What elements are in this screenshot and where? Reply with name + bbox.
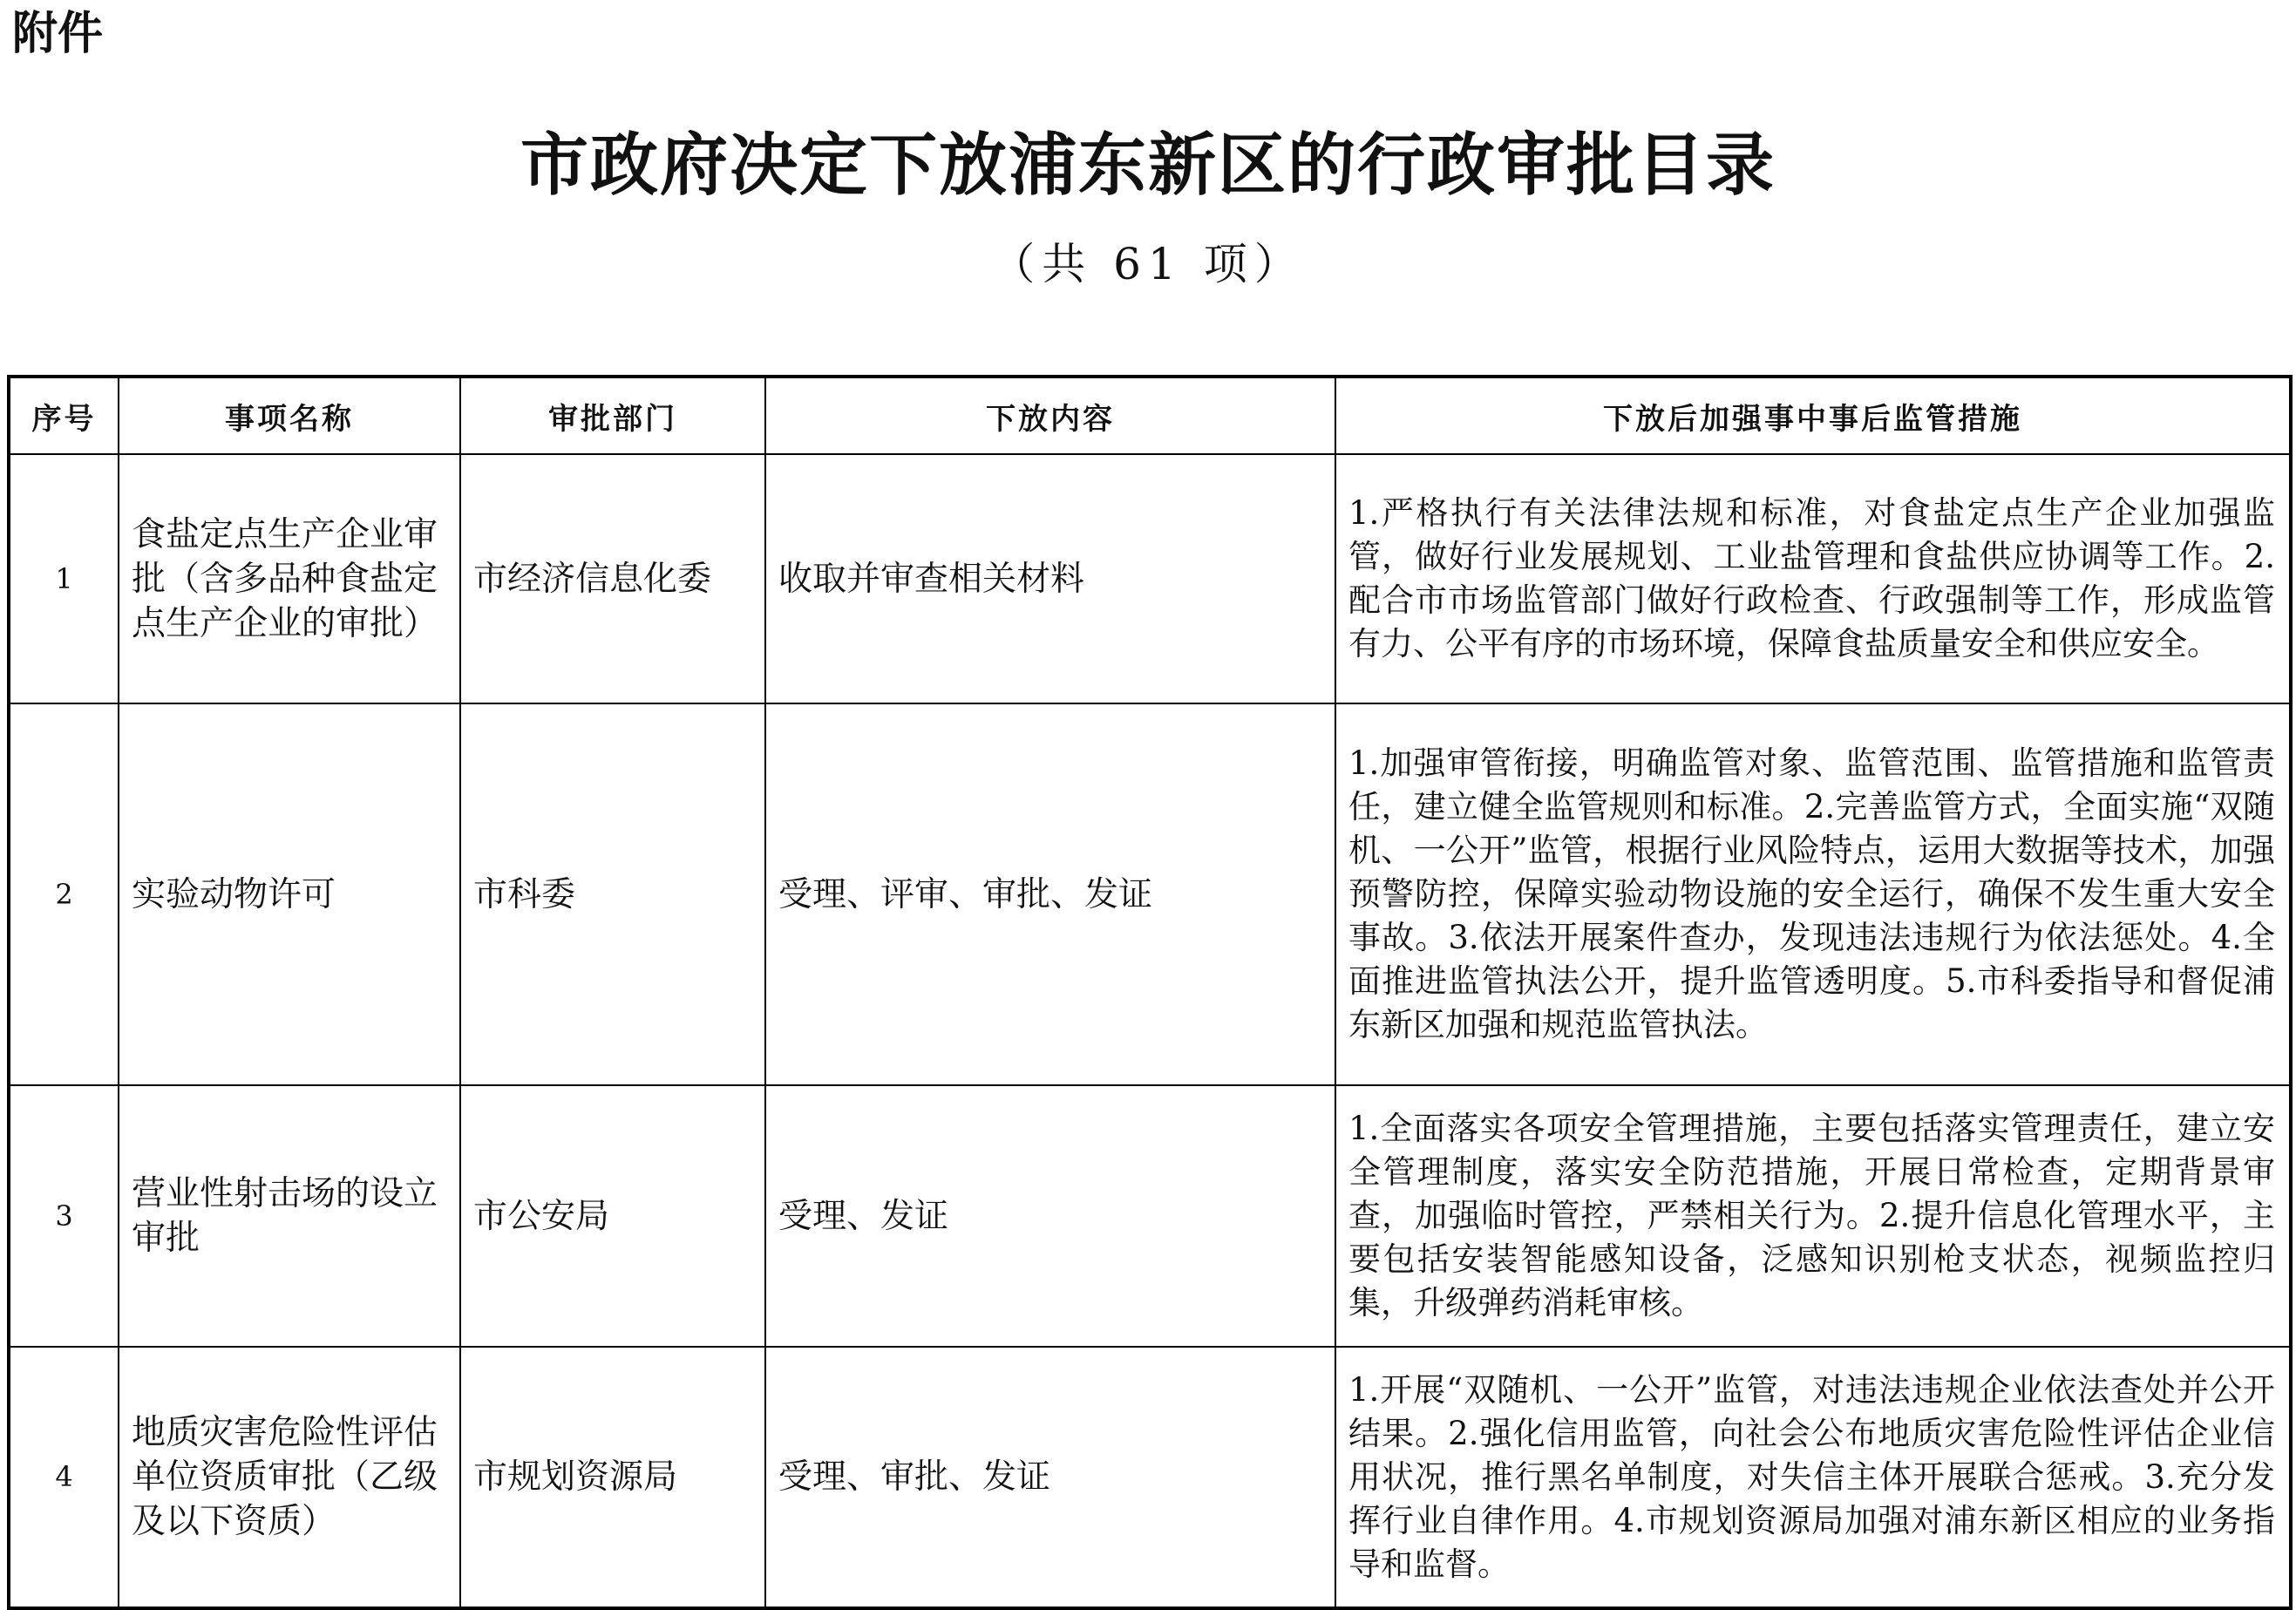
row-number: 4: [9, 1347, 119, 1608]
item-name: 地质灾害危险性评估单位资质审批（乙级及以下资质）: [119, 1347, 460, 1608]
item-name: 实验动物许可: [119, 703, 460, 1085]
table-row: [9, 1347, 2291, 1608]
department: 市公安局: [460, 1085, 765, 1347]
delegated-content: 收取并审查相关材料: [765, 454, 1335, 703]
document-title: 市政府决定下放浦东新区的行政审批目录: [520, 126, 1776, 205]
table-row: [9, 703, 2291, 1085]
department: 市科委: [460, 703, 765, 1085]
delegated-content: 受理、评审、审批、发证: [765, 703, 1335, 1085]
row-number: 1: [9, 454, 119, 703]
department: 市经济信息化委: [460, 454, 765, 703]
attachment-label: 附件: [12, 8, 104, 60]
table-row: [9, 1085, 2291, 1347]
header-no: 序号: [9, 377, 119, 454]
header-content: 下放内容: [765, 377, 1335, 454]
supervision-measures: 1.加强审管衔接，明确监管对象、监管范围、监管措施和监管责任，建立健全监管规则和标准。2.完善监管方式，全面实施“双随机、一公开”监管，根据行业风险特点，运用大数据等技术，加强预警防控，保障实验动物设施的安全运行，确保不发生重大安全事故。3.依法开展案件查办，发现违法违规行为依法惩处。4.全面推进监管执法公开，提升监管透明度。5.市科委指导和督促浦东新区加强和规范监管执法。: [1335, 703, 2291, 1085]
supervision-measures: 1.全面落实各项安全管理措施，主要包括落实管理责任，建立安全管理制度，落实安全防范措施，开展日常检查，定期背景审查，加强临时管控，严禁相关行为。2.提升信息化管理水平，主要包括安装智能感知设备，泛感知识别枪支状态，视频监控归集，升级弹药消耗审核。: [1335, 1085, 2291, 1347]
approval-items-table: [7, 375, 2293, 1610]
delegated-content: 受理、发证: [765, 1085, 1335, 1347]
header-item-name: 事项名称: [119, 377, 460, 454]
table-row: [9, 454, 2291, 703]
department: 市规划资源局: [460, 1347, 765, 1608]
header-department: 审批部门: [460, 377, 765, 454]
row-number: 2: [9, 703, 119, 1085]
supervision-measures: 1.开展“双随机、一公开”监管，对违法违规企业依法查处并公开结果。2.强化信用监管，向社会公布地质灾害危险性评估企业信用状况，推行黑名单制度，对失信主体开展联合惩戒。3.充分发挥行业自律作用。4.市规划资源局加强对浦东新区相应的业务指导和监督。: [1335, 1347, 2291, 1608]
header-measures: 下放后加强事中事后监管措施: [1335, 377, 2291, 454]
item-name: 营业性射击场的设立审批: [119, 1085, 460, 1347]
item-name: 食盐定点生产企业审批（含多品种食盐定点生产企业的审批）: [119, 454, 460, 703]
delegated-content: 受理、审批、发证: [765, 1347, 1335, 1608]
supervision-measures: 1.严格执行有关法律法规和标准，对食盐定点生产企业加强监管，做好行业发展规划、工业盐管理和食盐供应协调等工作。2.配合市市场监管部门做好行政检查、行政强制等工作，形成监管有力、公平有序的市场环境，保障食盐质量安全和供应安全。: [1335, 454, 2291, 703]
row-number: 3: [9, 1085, 119, 1347]
item-count-subtitle: （共 61 项）: [991, 239, 1305, 289]
table-header-row: [9, 377, 2291, 454]
